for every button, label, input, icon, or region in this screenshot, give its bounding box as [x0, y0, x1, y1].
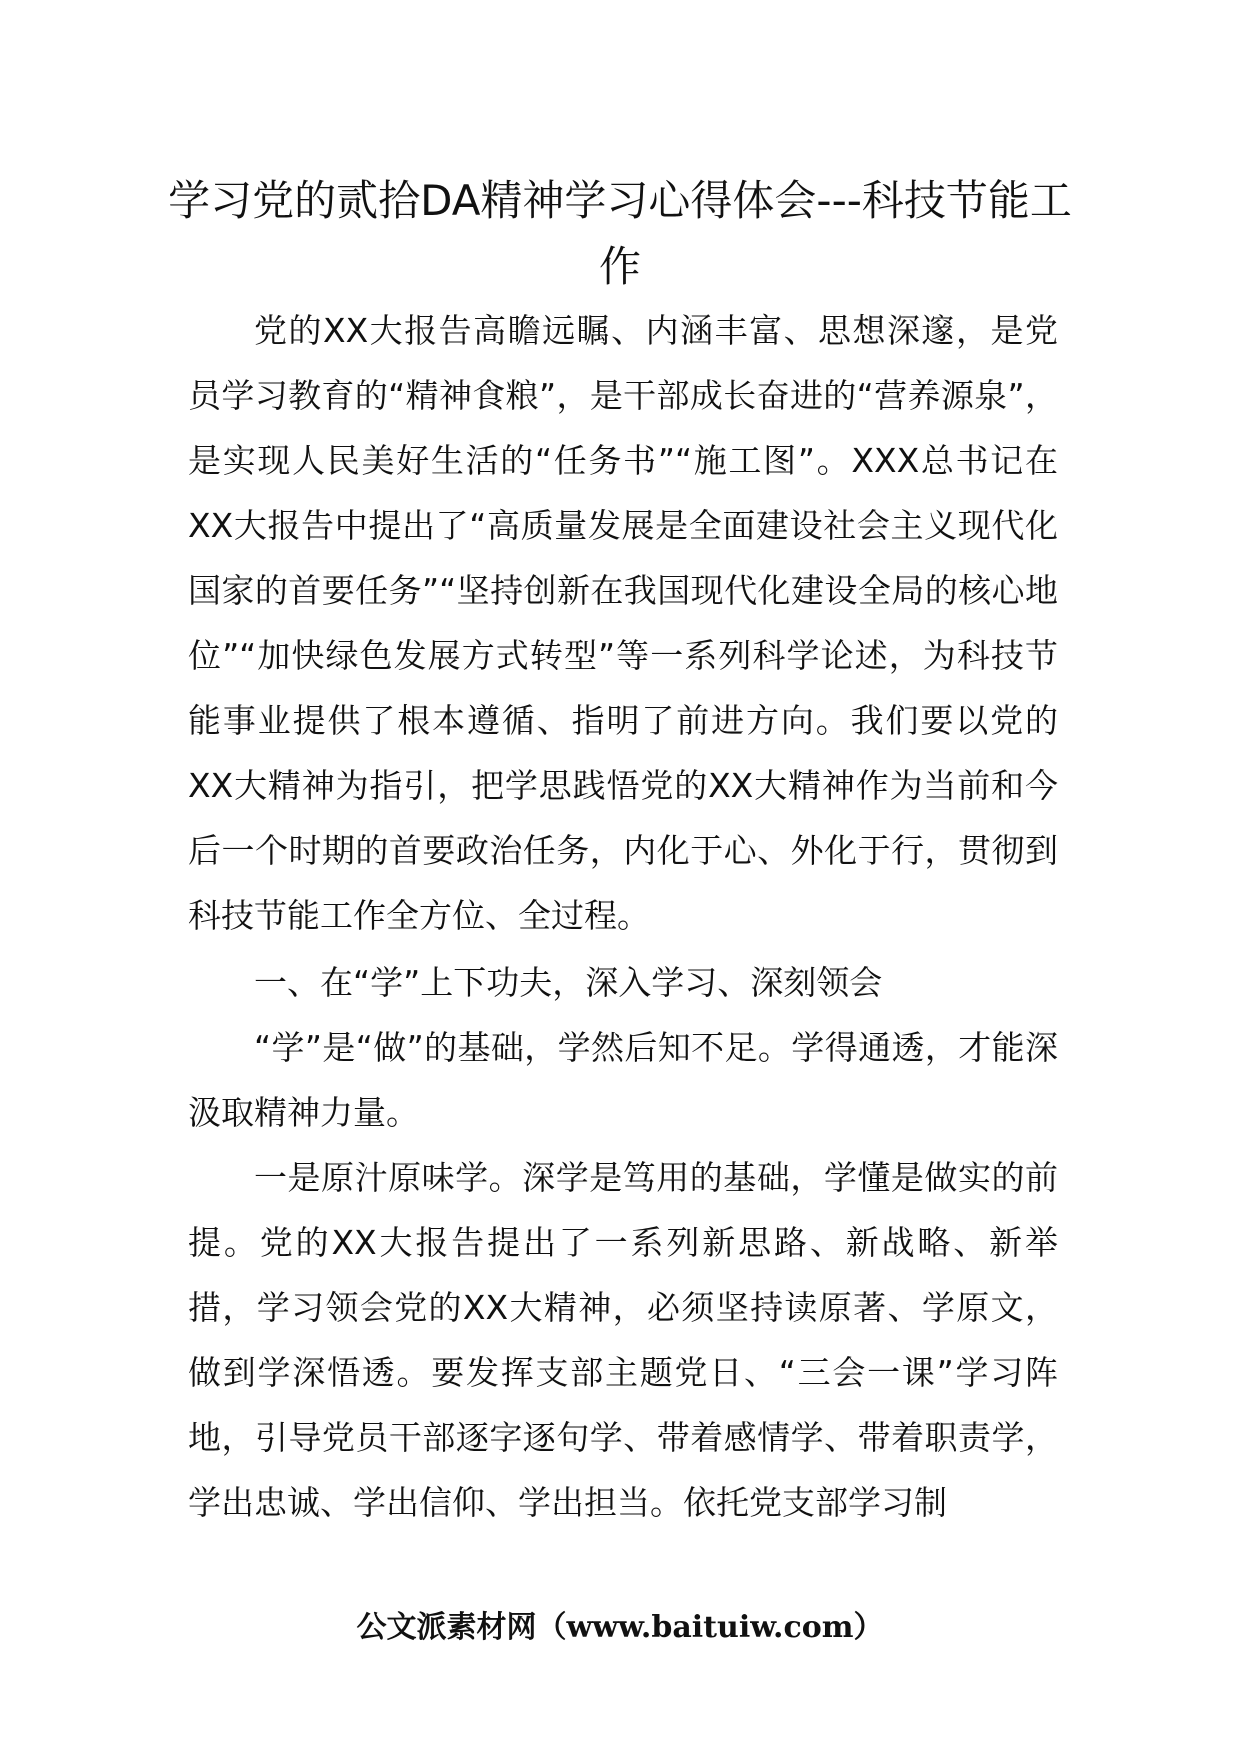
- section-heading: 一、在“学”上下功夫，深入学习、深刻领会: [254, 963, 883, 1002]
- footer-watermark: 公文派素材网（www.baituiw.com）: [356, 1610, 884, 1645]
- document-title: 学习党的贰拾DA精神学习心得体会---科技节能工作: [168, 176, 1072, 291]
- intro-paragraph: 党的XX大报告高瞻远瞩、内涵丰富、思想深邃，是党员学习教育的“精神食粮”，是干部成长奋进的“营养源泉”，是实现人民美好生活的“任务书”“施工图”。XXX总书记在XX大报告中提出了“高质量发展是全面建设社会主义现代化国家的首要任务”“坚持创新在我国现代化建设全局的核心地位”“加快绿色发展方式转型”等一系列科学论述，为科技节能事业提供了根本遵循、指明了前进方向。我们要以党的XX大精神为指引，把学思践悟党的XX大精神作为当前和今后一个时期的首要政治任务，内化于心、外化于行，贯彻到科技节能工作全方位、全过程。: [188, 311, 1058, 935]
- point-one-paragraph: 一是原汁原味学。深学是笃用的基础，学懂是做实的前提。党的XX大报告提出了一系列新思路、新战略、新举措，学习领会党的XX大精神，必须坚持读原著、学原文，做到学深悟透。要发挥支部主题党日、“三会一课”学习阵地，引导党员干部逐字逐句学、带着感情学、带着职责学，学出忠诚、学出信仰、学出担当。依托党支部学习制: [188, 1158, 1058, 1522]
- document-body: [188, 298, 1058, 1535]
- section-intro-paragraph: “学”是“做”的基础，学然后知不足。学得通透，才能深汲取精神力量。: [188, 1028, 1058, 1132]
